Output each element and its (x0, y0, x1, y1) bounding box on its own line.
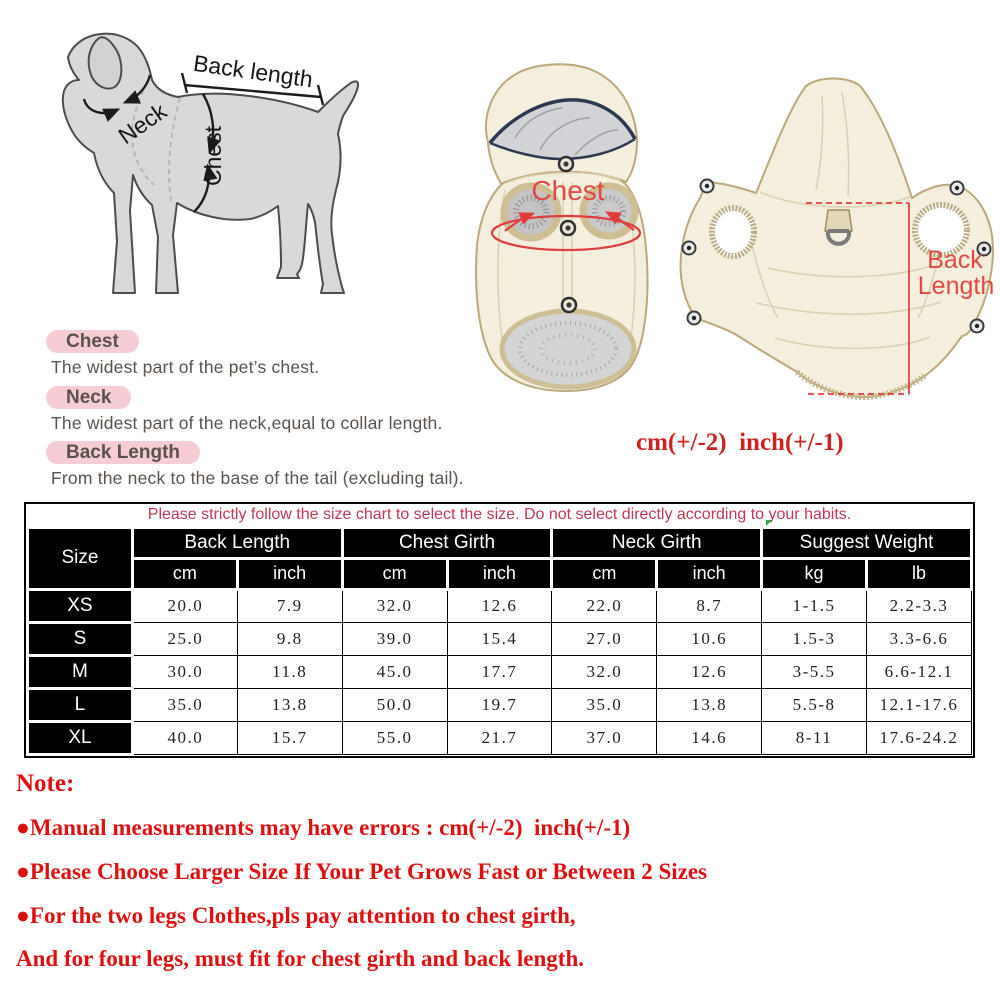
size-cell: 35.0 (132, 688, 237, 721)
size-chart (24, 502, 975, 758)
column-header-size: Size (28, 527, 133, 589)
size-row-XL (28, 721, 972, 754)
size-row-M (28, 655, 972, 688)
row-header-size: M (28, 655, 133, 688)
size-cell: 10.6 (657, 622, 762, 655)
row-header-size: L (28, 688, 133, 721)
size-cell: 5.5-8 (762, 688, 867, 721)
size-cell: 14.6 (657, 721, 762, 754)
size-cell: 32.0 (552, 655, 657, 688)
size-cell: 22.0 (552, 589, 657, 622)
size-cell: 1-1.5 (762, 589, 867, 622)
jacket-front-view (476, 64, 647, 391)
size-cell: 55.0 (342, 721, 447, 754)
dog-back-length-label: Back length (191, 49, 315, 93)
size-cell: 13.8 (237, 688, 342, 721)
column-group-chest-girth: Chest Girth (342, 527, 552, 558)
size-cell: 8.7 (657, 589, 762, 622)
back-length-term-pill: Back Length (46, 441, 200, 464)
warning-row (28, 504, 972, 527)
neck-term-pill: Neck (46, 386, 131, 409)
size-cell: 12.6 (657, 655, 762, 688)
size-cell: 7.9 (237, 589, 342, 622)
size-cell: 15.4 (447, 622, 552, 655)
size-cell: 1.5-3 (762, 622, 867, 655)
size-cell: 17.7 (447, 655, 552, 688)
size-chart-table (26, 504, 973, 756)
tolerance-note: cm(+/-2) inch(+/-1) (636, 429, 844, 456)
subheader-neck-girth-cm: cm (552, 558, 657, 589)
definition-neck (46, 386, 443, 434)
size-cell: 3-5.5 (762, 655, 867, 688)
size-cell: 27.0 (552, 622, 657, 655)
size-cell: 35.0 (552, 688, 657, 721)
row-header-size: XS (28, 589, 133, 622)
size-cell: 17.6-24.2 (867, 721, 972, 754)
size-cell: 32.0 (342, 589, 447, 622)
note-line-measurement-error: ●Manual measurements may have errors : cm(+/-2) inch(+/-1) (16, 815, 631, 840)
neck-definition-text: The widest part of the neck,equal to collar length. (51, 413, 443, 433)
definition-chest (46, 330, 319, 378)
size-row-L (28, 688, 972, 721)
size-cell: 20.0 (132, 589, 237, 622)
dog-neck-label: Neck (113, 97, 172, 150)
back-length-definition-text: From the neck to the base of the tail (excluding tail). (51, 468, 464, 488)
size-cell: 9.8 (237, 622, 342, 655)
size-cell: 45.0 (342, 655, 447, 688)
jacket-back-label-length: Length (917, 272, 995, 300)
subheader-back-length-inch: inch (237, 558, 342, 589)
notes-title: Note: (16, 770, 75, 797)
column-group-neck-girth: Neck Girth (552, 527, 762, 558)
size-cell: 50.0 (342, 688, 447, 721)
row-header-size: S (28, 622, 133, 655)
size-cell: 3.3-6.6 (867, 622, 972, 655)
jacket-back-label-back: Back (927, 246, 983, 274)
size-row-XS (28, 589, 972, 622)
size-chart-warning: Please strictly follow the size chart to select the size. Do not select directly according to your habits. (28, 504, 972, 527)
size-cell: 11.8 (237, 655, 342, 688)
size-cell: 39.0 (342, 622, 447, 655)
subheader-back-length-cm: cm (132, 558, 237, 589)
subheader-chest-girth-inch: inch (447, 558, 552, 589)
jacket-back-view (681, 79, 995, 398)
size-cell: 40.0 (132, 721, 237, 754)
group-header-row (28, 527, 972, 558)
size-cell: 25.0 (132, 622, 237, 655)
size-cell: 21.7 (447, 721, 552, 754)
size-cell: 15.7 (237, 721, 342, 754)
chest-term-pill: Chest (46, 330, 139, 353)
size-cell: 12.6 (447, 589, 552, 622)
column-group-suggest-weight: Suggest Weight (762, 527, 972, 558)
size-rows (28, 589, 972, 754)
size-cell: 30.0 (132, 655, 237, 688)
leg-hole-back-left (712, 208, 754, 256)
dog-chest-label: Chest (200, 125, 226, 187)
size-cell: 2.2-3.3 (867, 589, 972, 622)
subheader-neck-girth-inch: inch (657, 558, 762, 589)
sub-header-row (28, 558, 972, 589)
notes-section (10, 763, 990, 974)
size-cell: 19.7 (447, 688, 552, 721)
size-cell: 6.6-12.1 (867, 655, 972, 688)
row-header-size: XL (28, 721, 133, 754)
subheader-chest-girth-cm: cm (342, 558, 447, 589)
note-line-two-legs: ●For the two legs Clothes,pls pay attention to chest girth, (16, 902, 576, 928)
note-line-choose-larger: ●Please Choose Larger Size If Your Pet Grows Fast or Between 2 Sizes (16, 858, 707, 884)
subheader-weight-lb: lb (867, 558, 972, 589)
column-group-back-length: Back Length (132, 527, 342, 558)
size-cell: 8-11 (762, 721, 867, 754)
cell-marker-artifact (766, 520, 772, 526)
jacket-front-chest-label: Chest (531, 175, 605, 206)
size-cell: 13.8 (657, 688, 762, 721)
size-row-S (28, 622, 972, 655)
dog-measurement-diagram (63, 34, 358, 293)
size-cell: 37.0 (552, 721, 657, 754)
chest-definition-text: The widest part of the pet’s chest. (51, 357, 320, 377)
note-line-four-legs: And for four legs, must fit for chest girth and back length. (16, 946, 584, 972)
size-cell: 12.1-17.6 (867, 688, 972, 721)
subheader-weight-kg: kg (762, 558, 867, 589)
definition-back-length (46, 441, 464, 489)
